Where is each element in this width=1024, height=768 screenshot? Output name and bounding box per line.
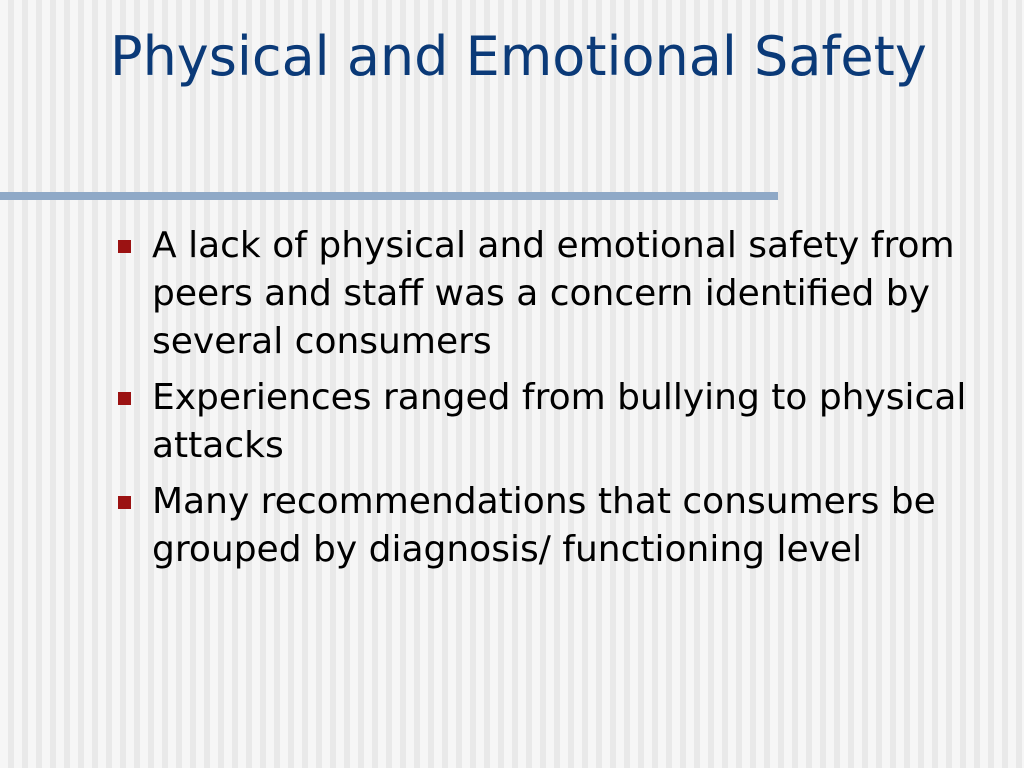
square-bullet-icon <box>118 496 131 509</box>
slide-title: Physical and Emotional Safety <box>110 25 927 88</box>
bullet-list <box>110 222 990 582</box>
list-item <box>110 478 990 574</box>
bullet-text: Many recommendations that consumers be grouped by diagnosis/ functioning level <box>152 481 936 570</box>
bullet-text: A lack of physical and emotional safety from peers and staff was a concern identified by several consumers <box>152 225 955 362</box>
list-item <box>110 222 990 366</box>
square-bullet-icon <box>118 392 131 405</box>
title-divider <box>0 192 778 200</box>
square-bullet-icon <box>118 240 131 253</box>
bullet-text: Experiences ranged from bullying to physical attacks <box>152 377 967 466</box>
list-item <box>110 374 990 470</box>
